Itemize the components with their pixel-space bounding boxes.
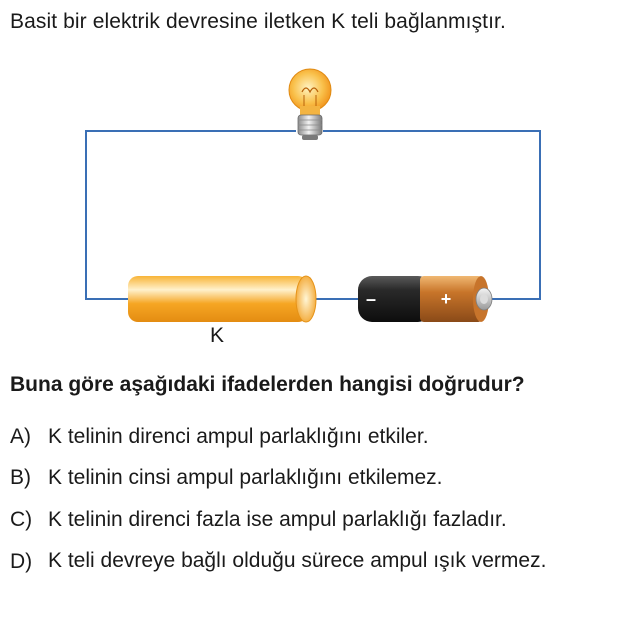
option-text: K teli devreye bağlı olduğu sürece ampul ışık vermez.: [48, 549, 547, 572]
battery: [358, 276, 492, 322]
option-text: K telinin direnci fazla ise ampul parlaklığı fazladır.: [48, 508, 507, 531]
option-letter: B): [10, 466, 31, 489]
battery-plus-sign: +: [440, 289, 452, 309]
option-d[interactable]: [10, 550, 618, 580]
option-b[interactable]: [10, 466, 618, 490]
circuit-wire: [86, 131, 540, 299]
option-letter: C): [10, 508, 33, 531]
option-a[interactable]: [10, 425, 618, 449]
battery-minus-sign: –: [365, 289, 377, 309]
light-bulb: [289, 69, 331, 140]
conductor-k: [128, 276, 316, 322]
option-letter: D): [10, 550, 33, 573]
wire-label-k: K: [210, 324, 225, 347]
option-text: K telinin direnci ampul parlaklığını etkiler.: [48, 425, 429, 448]
intro-text: Basit bir elektrik devresine iletken K teli bağlanmıştır.: [10, 10, 506, 33]
question-text: Buna göre aşağıdaki ifadelerden hangisi doğrudur?: [10, 373, 525, 396]
option-c[interactable]: [10, 508, 618, 532]
option-letter: A): [10, 425, 31, 448]
option-text: K telinin cinsi ampul parlaklığını etkilemez.: [48, 466, 443, 489]
circuit-diagram: [0, 55, 624, 325]
